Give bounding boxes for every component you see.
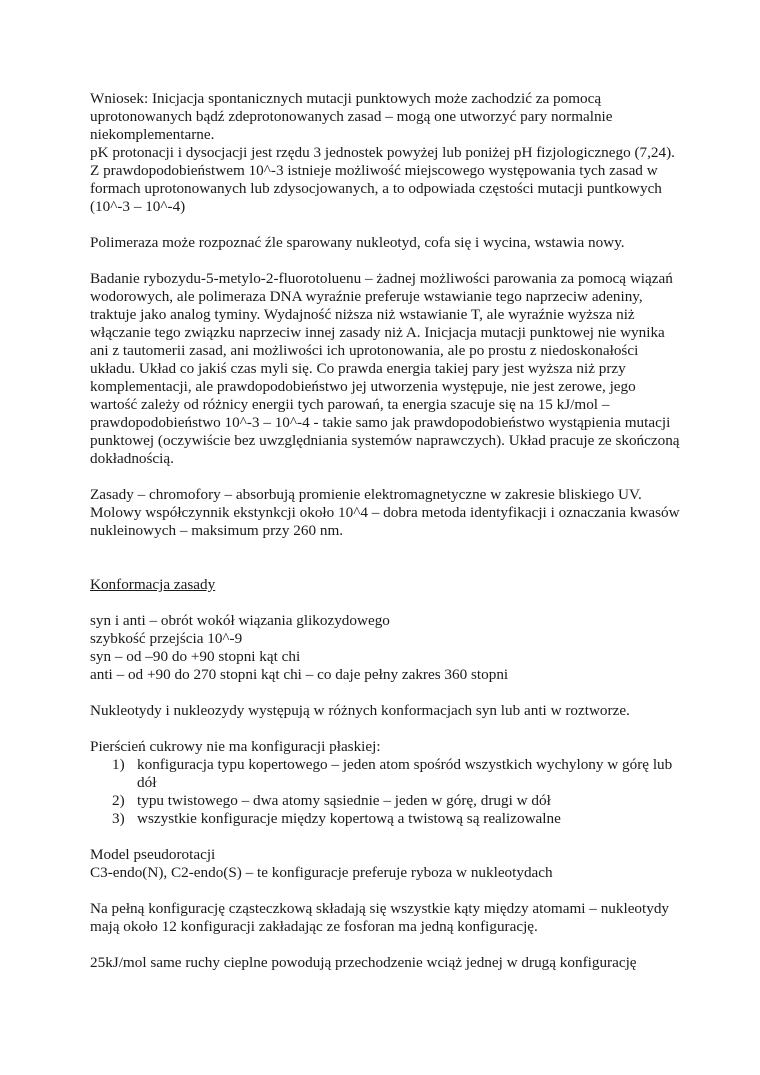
paragraph-full-configuration: Na pełną konfigurację cząsteczkową składają się wszystkie kąty między atomami – nukleotydy mają około 12 konfiguracji zakładając ze fosforan ma jedną konfigurację.	[90, 900, 670, 935]
pseudorotation-title: Model pseudorotacji	[90, 846, 216, 863]
sugar-ring-list	[90, 756, 680, 828]
blank-line	[90, 936, 680, 954]
pseudorotation-line: C3-endo(N), C2-endo(S) – te konfiguracje preferuje ryboza w nukleotydach	[90, 864, 553, 881]
blank-line	[90, 540, 680, 576]
blank-line	[90, 720, 680, 738]
list-item	[90, 792, 680, 810]
conformation-line: syn – od –90 do +90 stopni kąt chi	[90, 648, 301, 665]
blank-line	[90, 684, 680, 702]
blank-line	[90, 468, 680, 486]
paragraph-polymerase: Polimeraza może rozpoznać źle sparowany nukleotyd, cofa się i wycina, wstawia nowy.	[90, 234, 625, 251]
list-item-text: typu twistowego – dwa atomy sąsiednie – jeden w górę, drugi w dół	[137, 792, 551, 809]
list-item-number: 1)	[112, 756, 125, 773]
conformation-line: anti – od +90 do 270 stopni kąt chi – co daje pełny zakres 360 stopni	[90, 666, 509, 683]
conformation-line: syn i anti – obrót wokół wiązania glikozydowego	[90, 612, 390, 629]
blank-line	[90, 594, 680, 612]
list-item-number: 2)	[112, 792, 125, 809]
paragraph-chromophores: Zasady – chromofory – absorbują promienie elektromagnetyczne w zakresie bliskiego UV. Molowy współczynnik ekstynkcji około 10^4 – dobra metoda identyfikacji i oznaczania kwasów nukleinowych – maksimum przy 260 nm.	[90, 486, 680, 539]
paragraph-pk: pK protonacji i dysocjacji jest rzędu 3 jednostek powyżej lub poniżej pH fizjologicznego (7,24). Z prawdopodobieństwem 10^-3 istnieje możliwość miejscowego występowania tych zasad w formach uprotonowanych lub zdysocjowanych, a to odpowiada częstości mutacji puntkowych (10^-3 – 10^-4)	[90, 144, 675, 215]
paragraph-conclusion: Wniosek: Inicjacja spontanicznych mutacji punktowych może zachodzić za pomocą uprotonowanych bądź zdeprotonowanych zasad – mogą one utworzyć pary normalnie niekomplementarne.	[90, 90, 613, 143]
list-item-number: 3)	[112, 810, 125, 827]
list-item	[90, 756, 680, 792]
paragraph-nucleotides-forms: Nukleotydy i nukleozydy występują w różnych konformacjach syn lub anti w roztworze.	[90, 702, 630, 719]
list-item-text: wszystkie konfiguracje między kopertową a twistową są realizowalne	[137, 810, 561, 827]
list-item-text: konfiguracja typu kopertowego – jeden atom spośród wszystkich wychylony w górę lub dół	[137, 756, 673, 791]
conformation-line: szybkość przejścia 10^-9	[90, 630, 243, 647]
blank-line	[90, 216, 680, 234]
blank-line	[90, 828, 680, 846]
list-item	[90, 810, 680, 828]
document-body	[90, 90, 680, 972]
blank-line	[90, 252, 680, 270]
paragraph-thermal: 25kJ/mol same ruchy cieplne powodują przechodzenie wciąż jednej w drugą konfigurację	[90, 954, 637, 971]
blank-line	[90, 882, 680, 900]
paragraph-riboside: Badanie rybozydu-5-metylo-2-fluorotoluenu – żadnej możliwości parowania za pomocą wiązań wodorowych, ale polimeraza DNA wyraźnie preferuje wstawianie tego naprzeciw adeniny, traktuje jako analog tyminy. Wydajność niższa niż wstawianie T, ale wyraźnie wyższa niż włączanie tego związku naprzeciw innej zasady niż A. Inicjacja mutacji punktowej nie wynika ani z tautomerii zasad, ani możliwości ich uprotonowania, ale po prostu z niedoskonałości układu. Układ co jakiś czas myli się. Co prawda energia takiej pary jest wyższa niż przy komplementacji, ale prawdopodobieństwo jej utworzenia występuje, nie jest zerowe, jego wartość zależy od różnicy energii tych parowań, ta energia szacuje się na 15 kJ/mol – prawdopodobieństwo 10^-3 – 10^-4 - takie samo jak prawdopodobieństwo wystąpienia mutacji punktowej (oczywiście bez uwzględniania systemów naprawczych). Układ pracuje ze skończoną dokładnością.	[90, 270, 680, 467]
paragraph-sugar-ring-intro: Pierścień cukrowy nie ma konfiguracji płaskiej:	[90, 738, 381, 755]
section-heading-conformation: Konformacja zasady	[90, 576, 216, 593]
